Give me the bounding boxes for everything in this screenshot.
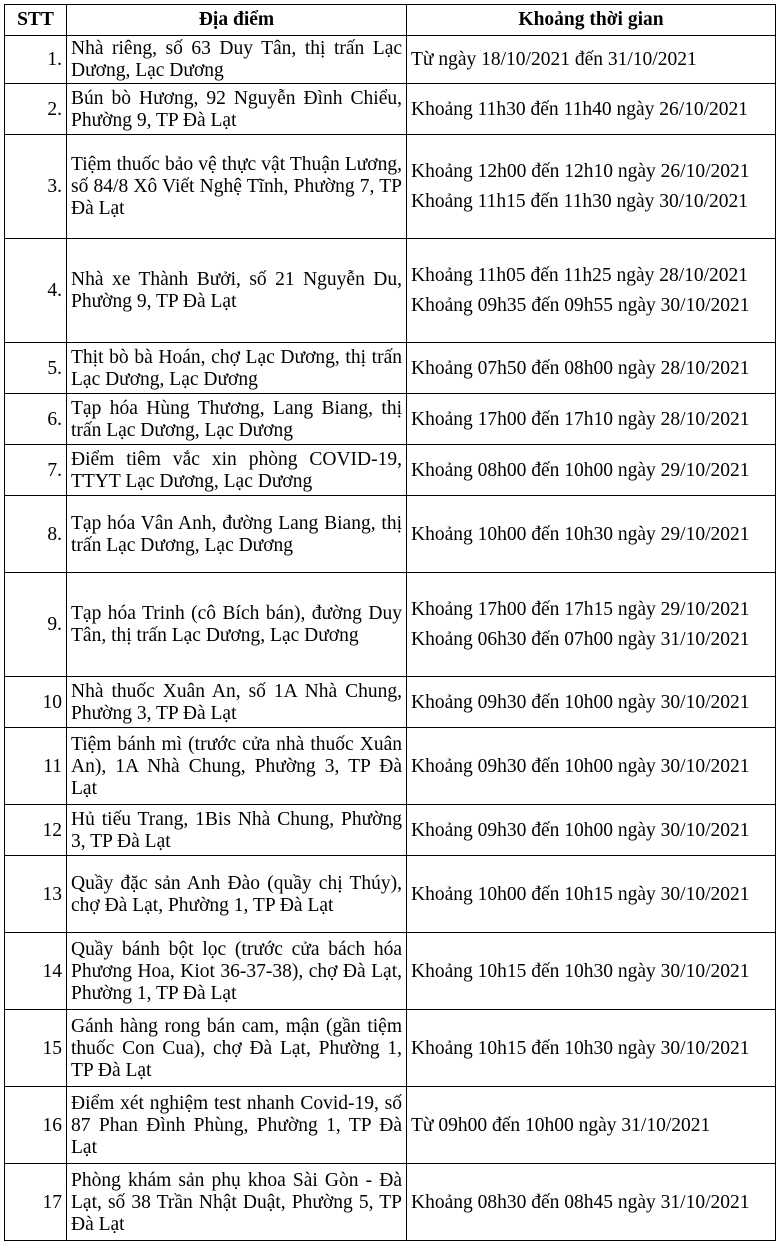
row-number: 10 [5, 677, 67, 728]
row-number: 17 [5, 1164, 67, 1241]
time-entry: Khoảng 10h15 đến 10h30 ngày 30/10/2021 [411, 1037, 750, 1059]
time-entry: Khoảng 09h35 đến 09h55 ngày 30/10/2021 [411, 295, 750, 316]
location-cell: Nhà xe Thành Bưởi, số 21 Nguyễn Du, Phường 9, TP Đà Lạt [67, 239, 407, 343]
row-number: 8. [5, 496, 67, 573]
row-number: 12 [5, 805, 67, 856]
time-cell [407, 1010, 776, 1087]
time-cell [407, 1164, 776, 1241]
time-entry: Khoảng 09h30 đến 10h00 ngày 30/10/2021 [411, 819, 750, 841]
table-row [5, 677, 776, 728]
time-entry: Khoảng 11h30 đến 11h40 ngày 26/10/2021 [411, 98, 749, 120]
location-cell: Nhà thuốc Xuân An, số 1A Nhà Chung, Phường 3, TP Đà Lạt [67, 677, 407, 728]
location-cell: Tạp hóa Vân Anh, đường Lang Biang, thị trấn Lạc Dương, Lạc Dương [67, 496, 407, 573]
table-row [5, 573, 776, 677]
row-number: 9. [5, 573, 67, 677]
header-location: Địa điểm [67, 5, 407, 36]
table-row [5, 1010, 776, 1087]
header-time: Khoảng thời gian [407, 5, 776, 36]
row-number: 11 [5, 728, 67, 805]
time-entry: Khoảng 11h05 đến 11h25 ngày 28/10/2021 [411, 265, 749, 286]
table-row [5, 805, 776, 856]
time-entry: Khoảng 17h00 đến 17h15 ngày 29/10/2021 [411, 599, 750, 620]
time-cell [407, 573, 776, 677]
row-number: 3. [5, 135, 67, 239]
table-row [5, 445, 776, 496]
time-entry: Khoảng 17h00 đến 17h10 ngày 28/10/2021 [411, 408, 750, 430]
table-row [5, 496, 776, 573]
time-cell [407, 135, 776, 239]
row-number: 16 [5, 1087, 67, 1164]
time-cell [407, 933, 776, 1010]
table-row [5, 856, 776, 933]
location-cell: Bún bò Hương, 92 Nguyễn Đình Chiểu, Phường 9, TP Đà Lạt [67, 84, 407, 135]
time-entry: Khoảng 09h30 đến 10h00 ngày 30/10/2021 [411, 691, 750, 713]
table-row [5, 36, 776, 84]
row-number: 2. [5, 84, 67, 135]
time-cell [407, 805, 776, 856]
location-cell: Tiệm thuốc bảo vệ thực vật Thuận Lương, số 84/8 Xô Viết Nghệ Tĩnh, Phường 7, TP Đà Lạt [67, 135, 407, 239]
location-cell: Hủ tiếu Trang, 1Bis Nhà Chung, Phường 3, TP Đà Lạt [67, 805, 407, 856]
table-row [5, 343, 776, 394]
time-cell [407, 36, 776, 84]
location-cell: Quầy bánh bột lọc (trước cửa bách hóa Phương Hoa, Kiot 36-37-38), chợ Đà Lạt, Phường 1, TP Đà Lạt [67, 933, 407, 1010]
time-entry: Khoảng 10h15 đến 10h30 ngày 30/10/2021 [411, 960, 750, 982]
time-entry: Khoảng 10h00 đến 10h30 ngày 29/10/2021 [411, 523, 750, 545]
location-cell: Thịt bò bà Hoán, chợ Lạc Dương, thị trấn Lạc Dương, Lạc Dương [67, 343, 407, 394]
table-row [5, 135, 776, 239]
time-entry: Từ ngày 18/10/2021 đến 31/10/2021 [411, 49, 697, 70]
table-header [5, 5, 776, 36]
table-row [5, 1087, 776, 1164]
row-number: 6. [5, 394, 67, 445]
time-cell [407, 677, 776, 728]
time-entry: Khoảng 07h50 đến 08h00 ngày 28/10/2021 [411, 357, 750, 379]
table-row [5, 728, 776, 805]
location-cell: Tiệm bánh mì (trước cửa nhà thuốc Xuân An), 1A Nhà Chung, Phường 3, TP Đà Lạt [67, 728, 407, 805]
time-cell [407, 84, 776, 135]
row-number: 7. [5, 445, 67, 496]
row-number: 14 [5, 933, 67, 1010]
time-cell [407, 728, 776, 805]
time-cell [407, 343, 776, 394]
table-row [5, 933, 776, 1010]
locations-table [4, 4, 776, 1241]
time-entry: Từ 09h00 đến 10h00 ngày 31/10/2021 [411, 1114, 711, 1136]
time-cell [407, 239, 776, 343]
table-row [5, 84, 776, 135]
time-cell [407, 445, 776, 496]
header-row [5, 5, 776, 36]
row-number: 1. [5, 36, 67, 84]
time-entry: Khoảng 12h00 đến 12h10 ngày 26/10/2021 [411, 161, 750, 182]
location-cell: Phòng khám sản phụ khoa Sài Gòn - Đà Lạt, số 38 Trần Nhật Duật, Phường 5, TP Đà Lạt [67, 1164, 407, 1241]
time-cell [407, 496, 776, 573]
location-cell: Gánh hàng rong bán cam, mận (gần tiệm thuốc Con Cua), chợ Đà Lạt, Phường 1, TP Đà Lạt [67, 1010, 407, 1087]
time-cell [407, 856, 776, 933]
location-cell: Tạp hóa Trinh (cô Bích bán), đường Duy Tân, thị trấn Lạc Dương, Lạc Dương [67, 573, 407, 677]
location-cell: Quầy đặc sản Anh Đào (quầy chị Thúy), chợ Đà Lạt, Phường 1, TP Đà Lạt [67, 856, 407, 933]
time-entry: Khoảng 06h30 đến 07h00 ngày 31/10/2021 [411, 629, 750, 650]
location-cell: Tạp hóa Hùng Thương, Lang Biang, thị trấn Lạc Dương, Lạc Dương [67, 394, 407, 445]
time-cell [407, 394, 776, 445]
table-body [5, 36, 776, 1241]
row-number: 15 [5, 1010, 67, 1087]
table-row [5, 394, 776, 445]
time-entry: Khoảng 10h00 đến 10h15 ngày 30/10/2021 [411, 883, 750, 905]
time-cell [407, 1087, 776, 1164]
time-entry: Khoảng 11h15 đến 11h30 ngày 30/10/2021 [411, 191, 749, 212]
time-entry: Khoảng 08h30 đến 08h45 ngày 31/10/2021 [411, 1191, 750, 1213]
table-row [5, 239, 776, 343]
time-entry: Khoảng 08h00 đến 10h00 ngày 29/10/2021 [411, 459, 750, 481]
table-row [5, 1164, 776, 1241]
location-cell: Nhà riêng, số 63 Duy Tân, thị trấn Lạc Dương, Lạc Dương [67, 36, 407, 84]
location-cell: Điểm tiêm vắc xin phòng COVID-19, TTYT Lạc Dương, Lạc Dương [67, 445, 407, 496]
header-stt: STT [5, 5, 67, 36]
location-cell: Điểm xét nghiệm test nhanh Covid-19, số 87 Phan Đình Phùng, Phường 1, TP Đà Lạt [67, 1087, 407, 1164]
row-number: 4. [5, 239, 67, 343]
row-number: 13 [5, 856, 67, 933]
row-number: 5. [5, 343, 67, 394]
time-entry: Khoảng 09h30 đến 10h00 ngày 30/10/2021 [411, 755, 750, 777]
